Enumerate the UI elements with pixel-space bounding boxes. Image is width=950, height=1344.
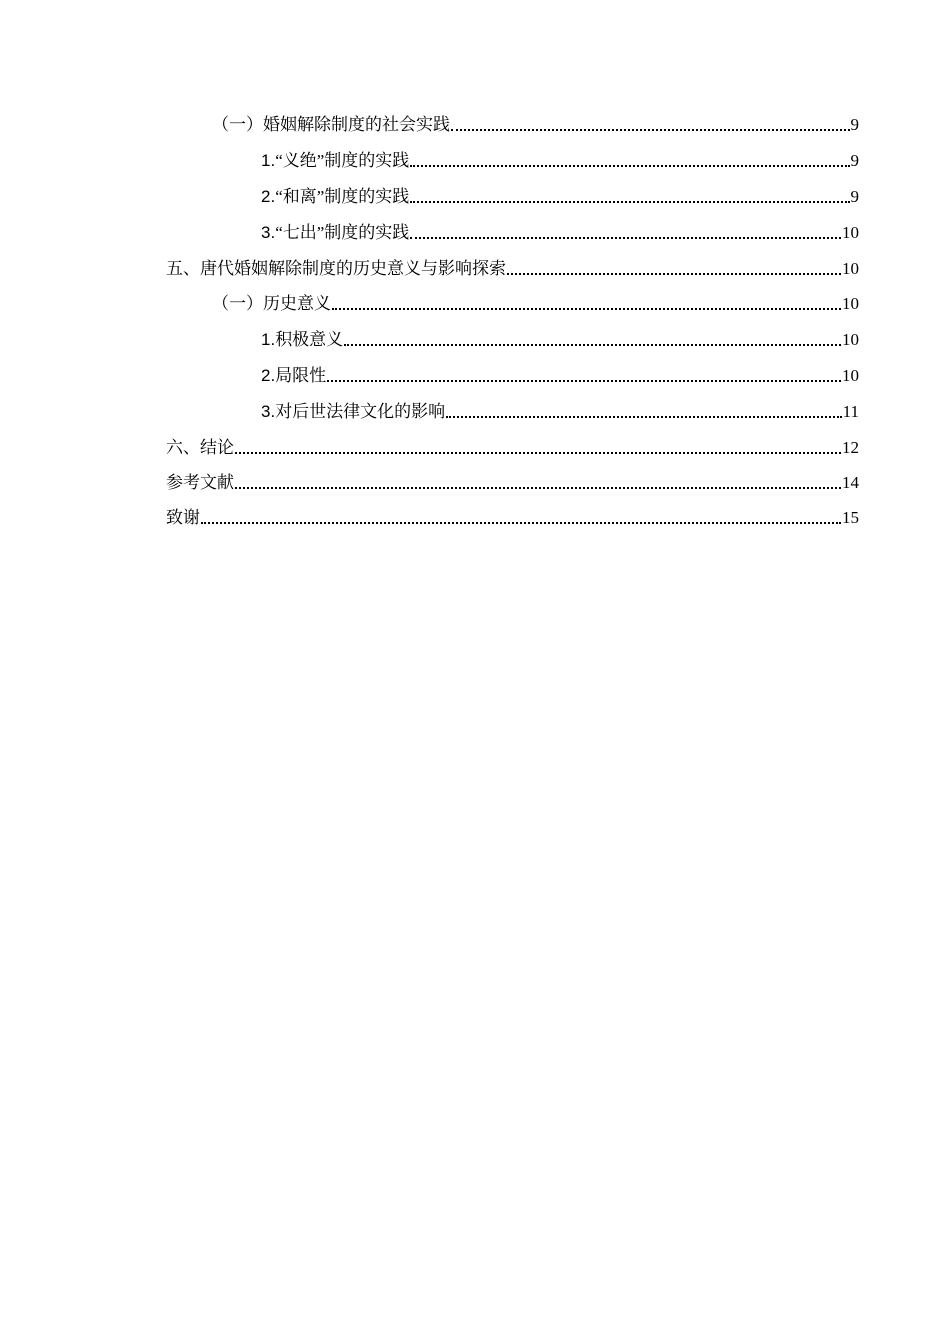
dot-leader	[235, 487, 841, 489]
toc-entry-title: 参考文献	[166, 473, 234, 492]
toc-entry-page-number: 9	[850, 187, 859, 206]
toc-entry-page-number: 12	[842, 438, 859, 457]
dot-leader	[201, 522, 841, 524]
toc-entry[interactable]	[261, 397, 859, 423]
dot-leader	[507, 273, 841, 275]
dot-leader	[344, 344, 841, 346]
toc-entry[interactable]	[261, 361, 859, 387]
toc-entry-page-number: 14	[842, 473, 859, 492]
toc-entry[interactable]	[166, 254, 859, 280]
toc-entry[interactable]	[261, 182, 859, 208]
dot-leader	[332, 308, 841, 310]
toc-entry-page-number: 10	[842, 259, 859, 278]
dot-leader	[446, 416, 841, 418]
toc-entry-page-number: 9	[850, 115, 859, 134]
dot-leader	[410, 201, 849, 203]
dot-leader	[235, 452, 841, 454]
dot-leader	[451, 129, 850, 131]
toc-entry-page-number: 10	[842, 366, 859, 385]
toc-entry-title: 2.“和离”制度的实践	[261, 187, 410, 206]
toc-entry-page-number: 10	[842, 330, 859, 349]
toc-entry-title: （一）婚姻解除制度的社会实践	[212, 115, 450, 134]
toc-entry-page-number: 15	[842, 508, 859, 527]
toc-entry-title: （一）历史意义	[212, 294, 331, 313]
toc-entry[interactable]	[166, 503, 859, 529]
toc-entry-title: 五、唐代婚姻解除制度的历史意义与影响探索	[166, 259, 506, 278]
toc-entry-title: 1.“义绝”制度的实践	[261, 151, 410, 170]
toc-entry[interactable]	[166, 468, 859, 494]
toc-entry-page-number: 9	[850, 151, 859, 170]
dot-leader	[410, 237, 841, 239]
dot-leader	[327, 380, 841, 382]
toc-entry-title: 3.对后世法律文化的影响	[261, 402, 446, 421]
toc-entry-title: 1.积极意义	[261, 330, 344, 349]
toc-entry[interactable]	[212, 289, 859, 315]
dot-leader	[410, 165, 849, 167]
toc-entry[interactable]	[212, 110, 859, 136]
toc-entry-title: 六、结论	[166, 438, 234, 457]
toc-entry[interactable]	[261, 146, 859, 172]
toc-entry-title: 3.“七出”制度的实践	[261, 223, 410, 242]
toc-entry[interactable]	[261, 218, 859, 244]
toc-entry-page-number: 10	[842, 223, 859, 242]
toc-entry[interactable]	[261, 325, 859, 351]
toc-entry-page-number: 10	[842, 294, 859, 313]
toc-entry-title: 致谢	[166, 508, 200, 527]
toc-entry-page-number: 11	[842, 402, 859, 421]
toc-entry-title: 2.局限性	[261, 366, 327, 385]
toc-entry[interactable]	[166, 433, 859, 459]
